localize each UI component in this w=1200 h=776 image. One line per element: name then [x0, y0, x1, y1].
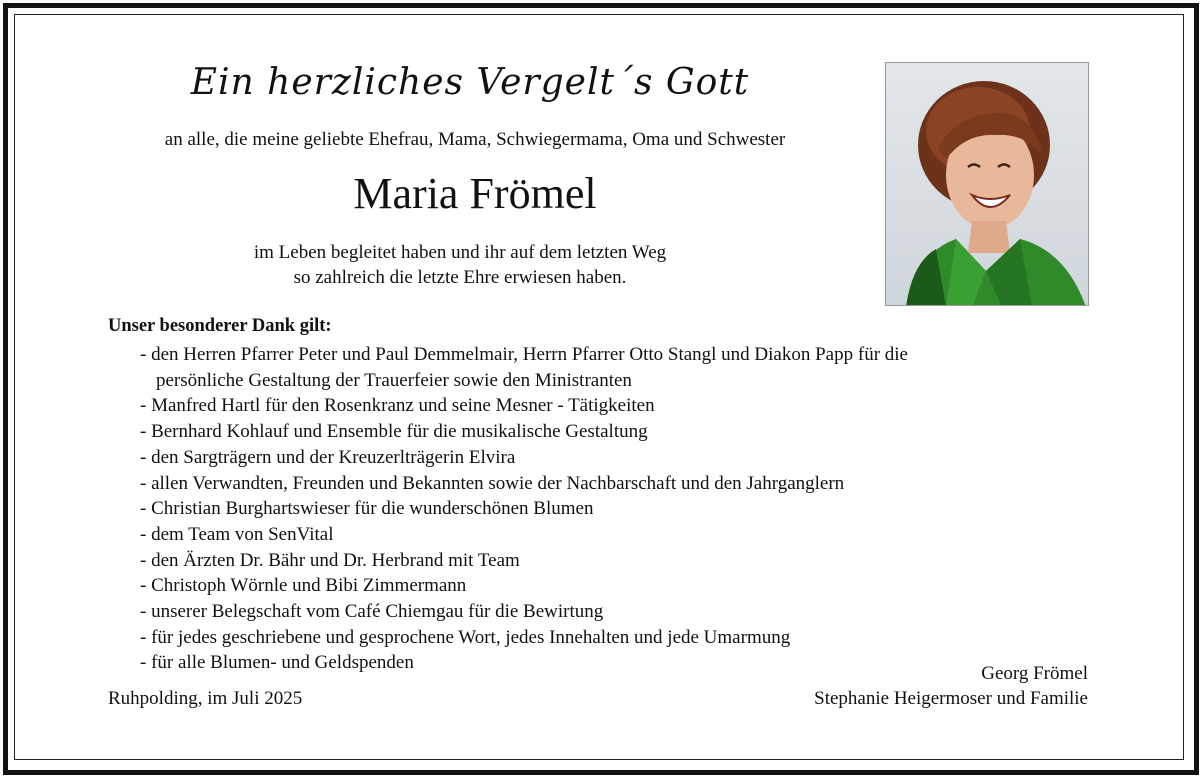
thanks-item: - Christoph Wörnle und Bibi Zimmermann: [140, 575, 467, 597]
signer-name-1: Georg Frömel: [981, 663, 1088, 684]
thanks-item-continuation: persönliche Gestaltung der Trauerfeier sowie den Ministranten: [156, 369, 632, 391]
script-heading: Ein herzliches Vergelt´s Gott: [190, 62, 750, 103]
thanks-item: - Bernhard Kohlauf und Ensemble für die musikalische Gestaltung: [140, 421, 648, 443]
thanks-item: - den Herren Pfarrer Peter und Paul Demmelmair, Herrn Pfarrer Otto Stangl und Diakon Papp für die: [140, 344, 908, 365]
thanks-item: - für alle Blumen- und Geldspenden: [140, 652, 414, 674]
thanks-heading: Unser besonderer Dank gilt:: [108, 316, 332, 336]
thanks-item: - unserer Belegschaft vom Café Chiemgau für die Bewirtung: [140, 601, 604, 623]
portrait-photo: [885, 62, 1089, 306]
sub-line-1: im Leben begleitet haben und ihr auf dem letzten Weg: [253, 242, 667, 263]
sub-line-2: so zahlreich die letzte Ehre erwiesen haben.: [293, 267, 627, 288]
thanks-item: - Manfred Hartl für den Rosenkranz und seine Mesner - Tätigkeiten: [140, 395, 655, 417]
thanks-list: [140, 342, 1060, 676]
deceased-name: Maria Frömel: [353, 169, 597, 218]
thanks-item: - den Ärzten Dr. Bähr und Dr. Herbrand mit Team: [140, 549, 520, 571]
place-date: Ruhpolding, im Juli 2025: [108, 688, 303, 709]
thanks-item: - für jedes geschriebene und gesprochene Wort, jedes Innehalten und jede Umarmung: [140, 626, 791, 648]
sub-text: [160, 240, 760, 290]
thanks-item: - Christian Burghartswieser für die wunderschönen Blumen: [140, 498, 594, 520]
thanks-item: - den Sargträgern und der Kreuzerlträgerin Elvira: [140, 446, 516, 468]
signer-name-2: Stephanie Heigermoser und Familie: [814, 688, 1088, 709]
intro-line: an alle, die meine geliebte Ehefrau, Mama, Schwiegermama, Oma und Schwester: [164, 129, 786, 150]
thanks-item: - dem Team von SenVital: [140, 523, 334, 545]
thanks-item: - allen Verwandten, Freunden und Bekannten sowie der Nachbarschaft und den Jahrganglern: [140, 472, 845, 494]
